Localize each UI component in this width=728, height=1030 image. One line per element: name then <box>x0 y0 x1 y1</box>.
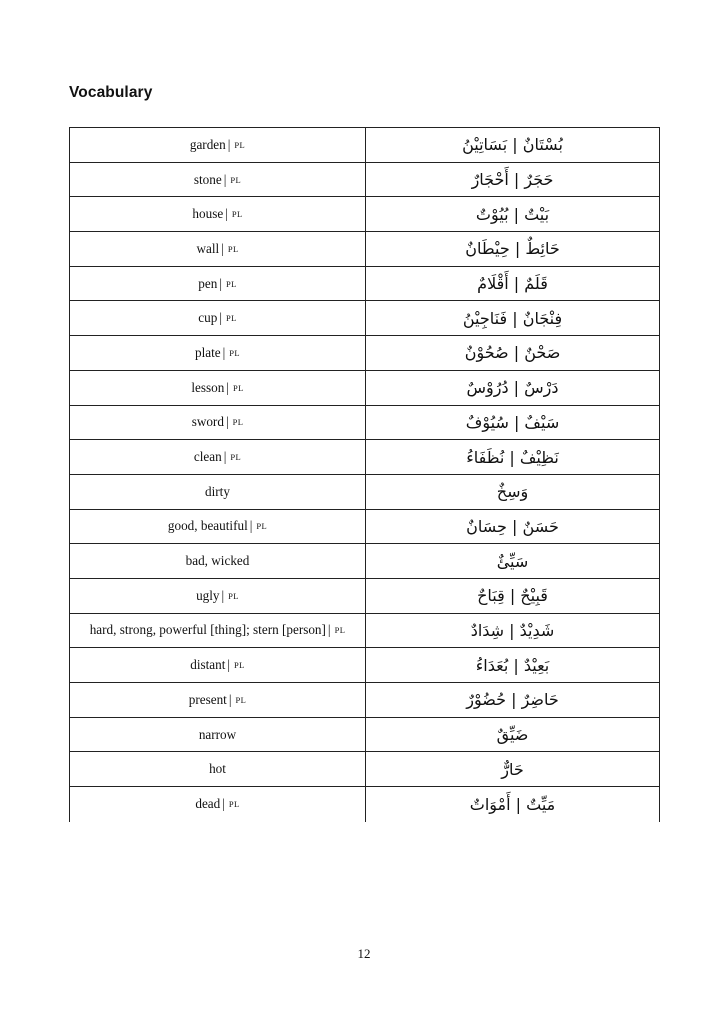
english-cell <box>69 648 365 682</box>
english-cell <box>69 232 365 266</box>
arabic-cell <box>365 406 660 440</box>
plural-separator: | <box>221 240 224 256</box>
plural-marker: PL <box>334 625 346 636</box>
english-gloss: narrow <box>198 726 237 742</box>
english-gloss: good, beautiful <box>167 518 248 534</box>
arabic-word: شَدِيْدٌ | شِدَادٌ <box>470 620 555 640</box>
english-cell <box>69 267 365 301</box>
english-cell <box>69 197 365 231</box>
table-row <box>69 336 660 371</box>
arabic-cell <box>365 197 660 231</box>
arabic-word: حَاضِرٌ | حُضُوْرٌ <box>466 690 559 710</box>
table-row <box>69 787 660 822</box>
arabic-word: بَيْتٌ | بُيُوْتٌ <box>475 204 550 224</box>
table-row <box>69 475 660 510</box>
arabic-word: سَيْفٌ | سُيُوْفٌ <box>465 412 560 432</box>
arabic-cell <box>365 510 660 544</box>
arabic-word: ضَيِّقٌ <box>496 725 529 745</box>
arabic-word: قَبِيْحٌ | قِبَاحٌ <box>477 586 548 606</box>
table-row <box>69 648 660 683</box>
english-cell <box>69 475 365 509</box>
english-cell <box>69 544 365 578</box>
table-row <box>69 301 660 336</box>
english-gloss: house <box>192 206 224 222</box>
arabic-word: سَيِّئٌ <box>496 551 529 571</box>
arabic-word: حَارٌّ <box>501 759 524 779</box>
page-heading: Vocabulary <box>69 84 153 101</box>
table-row <box>69 579 660 614</box>
arabic-word: قَلَمٌ | أَقْلَامٌ <box>477 274 548 294</box>
english-cell <box>69 128 365 162</box>
english-cell <box>69 163 365 197</box>
arabic-word: وَسِخٌ <box>496 482 529 502</box>
table-row <box>69 752 660 787</box>
plural-separator: | <box>249 518 253 534</box>
arabic-cell <box>365 752 660 786</box>
plural-separator: | <box>225 206 228 222</box>
table-row <box>69 163 660 198</box>
plural-marker: PL <box>225 313 237 324</box>
plural-marker: PL <box>228 799 240 810</box>
arabic-cell <box>365 683 660 717</box>
arabic-word: دَرْسٌ | دُرُوْسٌ <box>466 378 559 398</box>
english-cell <box>69 301 365 335</box>
plural-marker: PL <box>232 382 244 393</box>
arabic-word: بُسْتَانٌ | بَسَاتِيْنُ <box>462 135 563 155</box>
table-row <box>69 267 660 302</box>
arabic-cell <box>365 440 660 474</box>
english-cell <box>69 752 365 786</box>
plural-separator: | <box>219 275 222 291</box>
arabic-cell <box>365 163 660 197</box>
english-gloss: dirty <box>205 483 230 499</box>
arabic-cell <box>365 301 660 335</box>
english-gloss: plate <box>194 344 221 360</box>
plural-separator: | <box>327 622 331 638</box>
table-row <box>69 510 660 545</box>
plural-separator: | <box>219 310 222 326</box>
plural-marker: PL <box>235 694 247 705</box>
plural-marker: PL <box>234 660 245 671</box>
plural-marker: PL <box>229 347 240 358</box>
arabic-cell <box>365 267 660 301</box>
table-row <box>69 718 660 753</box>
arabic-cell <box>365 128 660 162</box>
english-cell <box>69 718 365 752</box>
english-gloss: bad, wicked <box>185 553 250 569</box>
arabic-cell <box>365 232 660 266</box>
plural-marker: PL <box>230 452 242 463</box>
table-row <box>69 544 660 579</box>
plural-separator: | <box>226 379 229 395</box>
english-cell <box>69 579 365 613</box>
table-row <box>69 232 660 267</box>
english-cell <box>69 510 365 544</box>
table-row <box>69 128 660 163</box>
plural-separator: | <box>227 136 231 152</box>
table-row <box>69 371 660 406</box>
plural-separator: | <box>222 344 226 360</box>
plural-separator: | <box>228 691 232 707</box>
english-cell <box>69 371 365 405</box>
english-gloss: dead <box>195 796 221 812</box>
plural-marker: PL <box>227 243 239 254</box>
arabic-word: مَيِّتٌ | أَمْوَاتٌ <box>469 794 556 814</box>
table-row <box>69 683 660 718</box>
english-gloss: garden <box>189 136 226 152</box>
arabic-cell <box>365 614 660 648</box>
english-gloss: sword <box>191 414 224 430</box>
arabic-word: حَجَرٌ | أَحْجَارٌ <box>471 170 554 190</box>
table-row <box>69 197 660 232</box>
english-gloss: stone <box>193 171 222 187</box>
plural-marker: PL <box>234 139 246 150</box>
arabic-cell <box>365 544 660 578</box>
english-gloss: distant <box>190 657 226 673</box>
arabic-word: حَائِطٌ | حِيْطَانٌ <box>465 239 560 259</box>
english-cell <box>69 440 365 474</box>
plural-marker: PL <box>228 590 239 601</box>
english-gloss: present <box>188 691 227 707</box>
english-cell <box>69 683 365 717</box>
plural-marker: PL <box>256 521 268 532</box>
arabic-word: فِنْجَانٌ | فَنَاجِيْنُ <box>462 308 563 328</box>
english-gloss: ugly <box>196 587 220 603</box>
table-row <box>69 440 660 475</box>
english-gloss: cup <box>198 310 218 326</box>
english-gloss: hard, strong, powerful [thing]; stern [person] <box>89 622 326 638</box>
vocabulary-table <box>69 127 660 822</box>
page-number: 12 <box>357 946 371 961</box>
arabic-cell <box>365 475 660 509</box>
arabic-cell <box>365 718 660 752</box>
arabic-word: حَسَنٌ | حِسَانٌ <box>466 516 559 536</box>
plural-marker: PL <box>231 209 243 220</box>
plural-separator: | <box>223 449 227 465</box>
plural-separator: | <box>227 657 231 673</box>
arabic-word: بَعِيْدٌ | بُعَدَاءُ <box>475 655 550 675</box>
arabic-cell <box>365 648 660 682</box>
table-row <box>69 406 660 441</box>
table-row <box>69 614 660 649</box>
english-cell <box>69 336 365 370</box>
arabic-cell <box>365 579 660 613</box>
english-cell <box>69 406 365 440</box>
english-cell <box>69 614 365 648</box>
arabic-cell <box>365 787 660 822</box>
arabic-cell <box>365 336 660 370</box>
plural-separator: | <box>222 796 225 812</box>
english-cell <box>69 787 365 822</box>
plural-separator: | <box>225 414 229 430</box>
english-gloss: pen <box>198 275 218 291</box>
english-gloss: clean <box>193 449 222 465</box>
plural-separator: | <box>223 171 227 187</box>
arabic-word: نَظِيْفٌ | نُظَفَاءُ <box>466 447 559 467</box>
plural-marker: PL <box>232 417 244 428</box>
plural-marker: PL <box>225 278 237 289</box>
arabic-word: صَحْنٌ | صُحُوْنٌ <box>464 343 561 363</box>
plural-marker: PL <box>230 174 242 185</box>
english-gloss: wall <box>196 240 220 256</box>
arabic-cell <box>365 371 660 405</box>
english-gloss: lesson <box>191 379 225 395</box>
english-gloss: hot <box>209 761 226 777</box>
plural-separator: | <box>221 587 225 603</box>
